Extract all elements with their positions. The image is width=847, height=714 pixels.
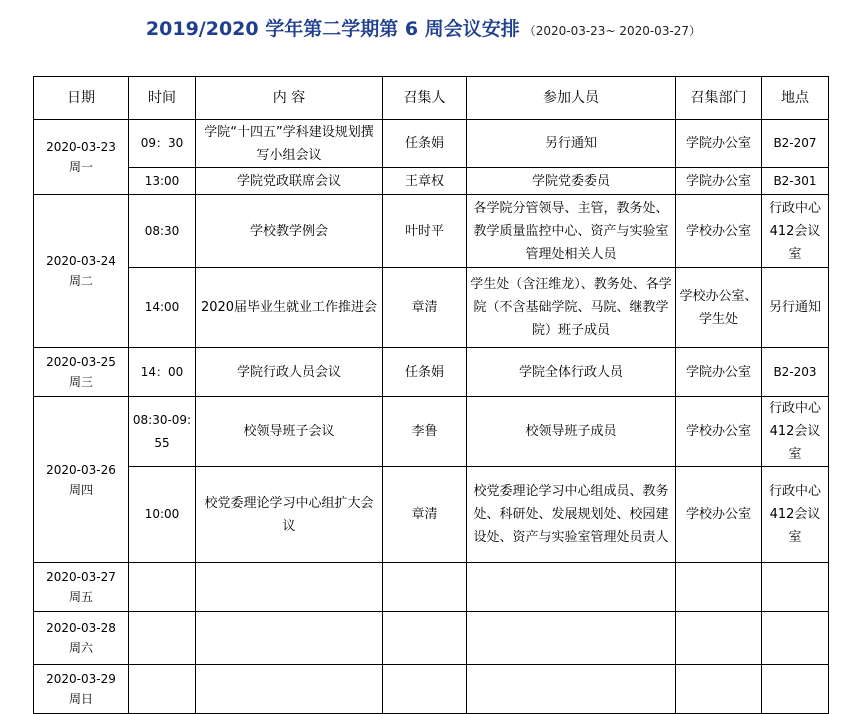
content-cell — [196, 612, 383, 665]
time-cell — [129, 612, 196, 665]
attendees-cell — [467, 665, 676, 714]
weekday: 周四 — [68, 482, 93, 497]
date-cell — [34, 665, 129, 714]
time-cell: 10:00 — [129, 467, 196, 563]
convener-cell — [383, 665, 467, 714]
content-cell: 学院“十四五”学科建设规划撰写小组会议 — [196, 120, 383, 168]
location-cell: B2-301 — [762, 168, 829, 195]
time-cell: 09：30 — [129, 120, 196, 168]
weekday: 周六 — [68, 641, 93, 655]
date-cell — [34, 348, 129, 397]
time-cell: 08:30 — [129, 195, 196, 268]
date-cell — [34, 195, 129, 348]
date-cell — [34, 397, 129, 563]
location-cell — [762, 665, 829, 714]
date: 2020-03-27 — [46, 570, 116, 584]
content-cell: 学院党政联席会议 — [196, 168, 383, 195]
header-row — [34, 77, 829, 120]
content-cell — [196, 665, 383, 714]
department-cell: 学院办公室 — [676, 348, 762, 397]
header-location: 地点 — [762, 77, 829, 120]
attendees-cell: 学院党委委员 — [467, 168, 676, 195]
date: 2020-03-23 — [46, 140, 116, 154]
time-cell: 14：00 — [129, 348, 196, 397]
location-cell: 行政中心412会议室 — [762, 467, 829, 563]
convener-cell — [383, 612, 467, 665]
time-cell — [129, 563, 196, 612]
date-cell — [34, 612, 129, 665]
convener-cell: 李鲁 — [383, 397, 467, 467]
convener-cell: 任条娟 — [383, 348, 467, 397]
attendees-cell — [467, 612, 676, 665]
table-row — [34, 120, 829, 168]
table-row — [34, 397, 829, 467]
table-row — [34, 563, 829, 612]
table-row — [34, 348, 829, 397]
department-cell — [676, 665, 762, 714]
content-cell: 校党委理论学习中心组扩大会议 — [196, 467, 383, 563]
page-title — [0, 14, 847, 41]
convener-cell: 叶时平 — [383, 195, 467, 268]
time-cell — [129, 665, 196, 714]
content-cell: 校领导班子会议 — [196, 397, 383, 467]
table-row — [34, 168, 829, 195]
table-row — [34, 612, 829, 665]
content-cell: 学院行政人员会议 — [196, 348, 383, 397]
attendees-cell: 学院全体行政人员 — [467, 348, 676, 397]
location-cell: 行政中心412会议室 — [762, 195, 829, 268]
convener-cell: 章清 — [383, 268, 467, 348]
attendees-cell: 各学院分管领导、主管，教务处、教学质量监控中心、资产与实验室管理处相关人员 — [467, 195, 676, 268]
weekday: 周日 — [68, 692, 93, 706]
location-cell: B2-207 — [762, 120, 829, 168]
table-row — [34, 665, 829, 714]
department-cell: 学校办公室 — [676, 195, 762, 268]
content-cell: 2020届毕业生就业工作推进会 — [196, 268, 383, 348]
location-cell — [762, 563, 829, 612]
header-date: 日期 — [34, 77, 129, 120]
header-department: 召集部门 — [676, 77, 762, 120]
attendees-cell: 学生处（含汪维龙）、教务处、各学院（不含基础学院、马院、继教学院）班子成员 — [467, 268, 676, 348]
time-cell: 13:00 — [129, 168, 196, 195]
title-date-range: （2020-03-23~ 2020-03-27） — [523, 24, 702, 38]
location-cell — [762, 612, 829, 665]
convener-cell — [383, 563, 467, 612]
attendees-cell — [467, 563, 676, 612]
header-content: 内 容 — [196, 77, 383, 120]
date: 2020-03-29 — [46, 672, 116, 686]
content-cell: 学校教学例会 — [196, 195, 383, 268]
date-cell — [34, 563, 129, 612]
weekday: 周三 — [68, 375, 93, 389]
title-main: 2019/2020 学年第二学期第 6 周会议安排 — [145, 18, 520, 40]
department-cell: 学校办公室 — [676, 397, 762, 467]
weekday: 周一 — [68, 160, 93, 174]
attendees-cell: 校领导班子成员 — [467, 397, 676, 467]
meeting-schedule-table — [33, 76, 829, 714]
date: 2020-03-26 — [46, 462, 116, 477]
location-cell: 行政中心412会议室 — [762, 397, 829, 467]
attendees-cell: 另行通知 — [467, 120, 676, 168]
department-cell: 学校办公室、学生处 — [676, 268, 762, 348]
table-row — [34, 467, 829, 563]
convener-cell: 章清 — [383, 467, 467, 563]
time-cell: 14:00 — [129, 268, 196, 348]
department-cell: 学校办公室 — [676, 467, 762, 563]
convener-cell: 王章权 — [383, 168, 467, 195]
date: 2020-03-28 — [46, 621, 116, 635]
location-cell: 另行通知 — [762, 268, 829, 348]
table-row — [34, 268, 829, 348]
department-cell: 学院办公室 — [676, 120, 762, 168]
content-cell — [196, 563, 383, 612]
header-convener: 召集人 — [383, 77, 467, 120]
weekday: 周二 — [68, 274, 93, 288]
date: 2020-03-24 — [46, 254, 116, 268]
location-cell: B2-203 — [762, 348, 829, 397]
table-row — [34, 195, 829, 268]
header-time: 时间 — [129, 77, 196, 120]
department-cell — [676, 612, 762, 665]
department-cell: 学院办公室 — [676, 168, 762, 195]
header-attendees: 参加人员 — [467, 77, 676, 120]
date-cell — [34, 120, 129, 195]
department-cell — [676, 563, 762, 612]
attendees-cell: 校党委理论学习中心组成员、教务处、科研处、发展规划处、校园建设处、资产与实验室管理处员责人 — [467, 467, 676, 563]
time-cell: 08:30-09:55 — [129, 397, 196, 467]
convener-cell: 任条娟 — [383, 120, 467, 168]
date: 2020-03-25 — [46, 355, 116, 369]
weekday: 周五 — [68, 590, 93, 604]
